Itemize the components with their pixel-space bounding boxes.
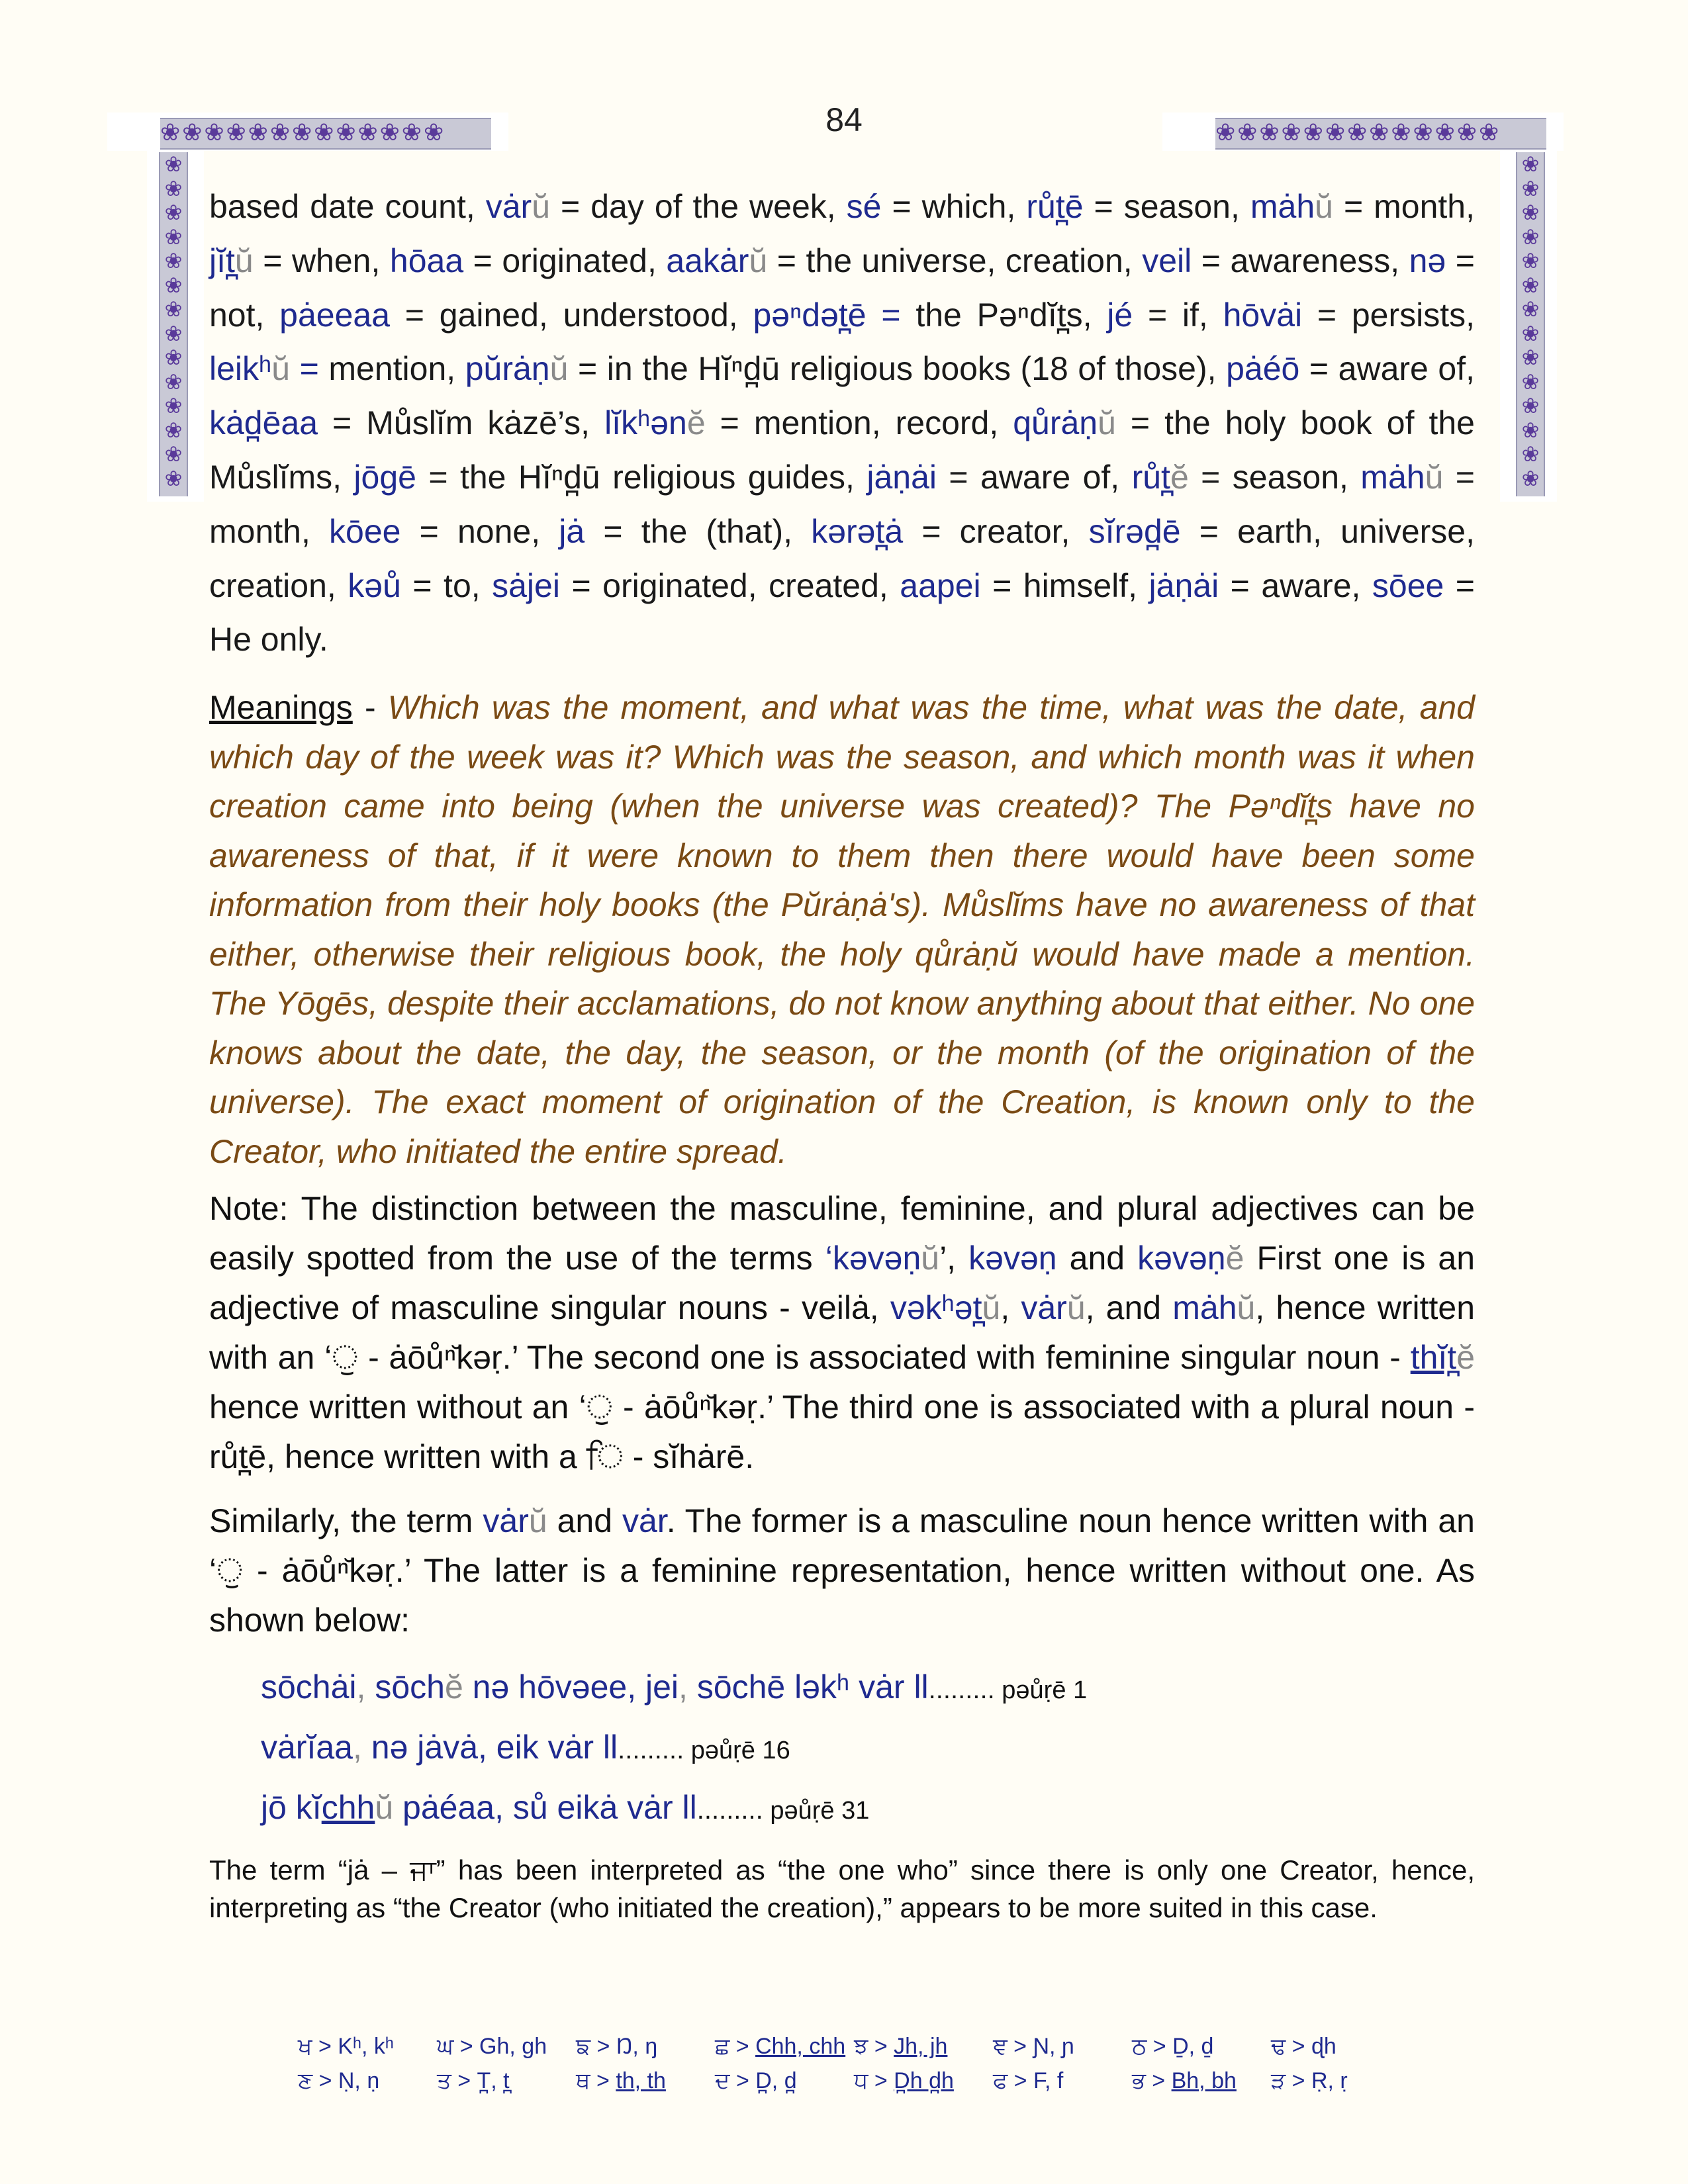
legend-translit: Chh, chh xyxy=(755,2034,846,2059)
legend-entry: ਣ > Ṇ, ṇ xyxy=(298,2068,380,2093)
gurmukhi-term: leikʰ xyxy=(209,350,272,388)
verse-reference: pəůṛē 31 xyxy=(763,1797,870,1825)
gurmukhi-term: pȧeeaa xyxy=(279,296,391,334)
legend-entry: ਙ > Ŋ, ŋ xyxy=(576,2034,658,2059)
text-run: = the holy book of the Můslĭms, xyxy=(209,404,1475,496)
gurmukhi-term: nə jȧvȧ, eik vȧr ll xyxy=(371,1729,618,1766)
text-run: and xyxy=(1056,1240,1138,1277)
legend-entry: ਢ > ɖh xyxy=(1271,2034,1336,2059)
text-run: = Můslĭm kȧzē’s, xyxy=(318,404,605,442)
ornament-flower-icon: ❀ xyxy=(164,465,183,491)
gurmukhi-term: jé xyxy=(1107,296,1133,334)
legend-entry: ਠ > Ḏ, ḏ xyxy=(1132,2034,1214,2059)
text-run: = not, xyxy=(209,242,1476,334)
ornament-flower-icon: ❀ xyxy=(1521,345,1540,370)
gurmukhi-term: jȧ xyxy=(559,512,585,550)
short-vowel-mark: , xyxy=(352,1729,371,1766)
short-vowel-mark: ŭ xyxy=(1315,188,1333,225)
page-number: 84 xyxy=(825,101,863,138)
text-run: = originated, created, xyxy=(559,567,900,604)
short-vowel-mark: ŭ xyxy=(528,1502,547,1540)
short-vowel-mark: ĕ xyxy=(1225,1240,1244,1277)
ornament-flower-icon: ❀ xyxy=(1521,175,1540,201)
gurmukhi-term: sōch xyxy=(375,1668,445,1706)
text-run: = if, xyxy=(1133,296,1223,334)
ornament-border-left xyxy=(159,152,188,496)
legend-row xyxy=(298,2029,1423,2064)
gurmukhi-term: aakȧr xyxy=(666,242,749,279)
ornament-flower-icon: ❀ xyxy=(164,175,183,201)
gurmukhi-term: jō kĭ xyxy=(261,1789,322,1827)
term-note-paragraph: The term “jȧ – ਜਾ” has been interpreted as “the one who” since there is only one Creator, hence, interpreting as “the Creator (who initiated the creation),” appears to be more suited in this case. xyxy=(209,1854,1475,1924)
short-vowel-mark: ŭ xyxy=(921,1240,940,1277)
ornament-flower-icon: ❀ xyxy=(1521,152,1540,177)
meanings-separator: - xyxy=(352,689,388,727)
gurmukhi-term: hōvȧi xyxy=(1223,296,1303,334)
gurmukhi-term: rů xyxy=(1026,188,1056,225)
short-vowel-mark: ŭ xyxy=(234,242,254,279)
gurmukhi-term: t̪ xyxy=(1055,188,1065,225)
text-run: = originated, xyxy=(463,242,667,279)
gurmukhi-term: pȧéaa, sů eikȧ vȧr ll xyxy=(393,1789,697,1827)
text-run: = which, xyxy=(881,188,1027,225)
ornament-flower-icon: ❀ xyxy=(164,345,183,370)
ornament-flower-icon: ❀ xyxy=(1521,200,1540,225)
ornament-flower-icon: ❀ xyxy=(1521,296,1540,322)
verse-dots: ......... xyxy=(618,1735,684,1765)
ornament-flower-icon: ❀ xyxy=(164,393,183,418)
short-vowel-mark: ŭ xyxy=(749,242,768,279)
page-content xyxy=(209,180,1475,1927)
ornament-border-right xyxy=(1516,152,1545,496)
ornament-flower-icon: ❀ xyxy=(164,417,183,443)
verse-line xyxy=(261,1719,1475,1779)
short-vowel-mark: ĕ xyxy=(1170,458,1189,496)
short-vowel-mark: , xyxy=(356,1668,375,1706)
gurmukhi-term: vȧrĭaa xyxy=(261,1729,353,1766)
ornament-flower-icon: ❀ xyxy=(1521,369,1540,394)
text-run: = the (that), xyxy=(585,512,812,550)
gurmukhi-term: nə xyxy=(1409,242,1446,279)
legend-entry xyxy=(715,2029,854,2064)
text-run: , and xyxy=(1085,1289,1173,1327)
legend-entry: ਦ > D̪, d̪ xyxy=(715,2068,797,2093)
gurmukhi-term: vȧr xyxy=(483,1502,529,1540)
legend-letter: ਛ > xyxy=(715,2034,756,2059)
text-run: = aware of, xyxy=(937,458,1132,496)
gurmukhi-term: kərət̪ȧ xyxy=(811,512,904,550)
gurmukhi-term: sōchē ləkʰ vȧr ll xyxy=(687,1668,929,1706)
text-run: = to, xyxy=(400,567,492,604)
short-vowel-mark: , xyxy=(679,1668,688,1706)
text-run: mention, xyxy=(318,350,465,388)
gurmukhi-term: sé xyxy=(846,188,882,225)
gurmukhi-term: jȧṇȧi xyxy=(1149,567,1219,604)
ornament-flower-icon: ❀ xyxy=(164,320,183,346)
short-vowel-mark: ŭ xyxy=(1066,1289,1086,1327)
text-run: = He only. xyxy=(209,567,1476,659)
short-vowel-mark: ŭ xyxy=(1425,458,1444,496)
text-run: based date count, xyxy=(209,188,486,225)
text-run: ’, xyxy=(939,1240,969,1277)
gurmukhi-term: sȧjei xyxy=(492,567,560,604)
legend-entry: ੜ > Ṛ, ṛ xyxy=(1271,2068,1348,2093)
legend-row xyxy=(298,2064,1423,2098)
text-run: = in the Hĭⁿd̪ū religious books (18 of those), xyxy=(568,350,1227,388)
text-run: = awareness, xyxy=(1192,242,1409,279)
text-run: = none, xyxy=(400,512,559,550)
gurmukhi-term: jōgē xyxy=(353,458,416,496)
text-run: the Pəⁿdĭt̪s, xyxy=(900,296,1107,334)
text-run: and xyxy=(547,1502,622,1540)
ornament-flower-icon: ❀ xyxy=(164,248,183,273)
gurmukhi-term: vəkʰət̪ xyxy=(890,1289,982,1327)
gurmukhi-term: pȧéō xyxy=(1226,350,1300,388)
ornament-flower-icon: ❀ xyxy=(164,296,183,322)
meanings-text-end: would have made a mention. The Yōgēs, despite their acclamations, do not know anything about that either. No one knows about the date, the day, the season, or the month (of the origination of the universe). The exact moment of origination of the Creation, is known only to the Creator, who initiated the entire spread. xyxy=(209,935,1475,1170)
text-run: = season, xyxy=(1188,458,1361,496)
gurmukhi-term: sōchȧi xyxy=(261,1668,357,1706)
gurmukhi-term: aapei xyxy=(900,567,981,604)
gurmukhi-term: kəvəṇ xyxy=(968,1240,1057,1277)
text-run: hence written without an ‘ੁ - ȧōůⁿ̆kəṛ.’ The third one is associated with a plural noun - růt̪ē, hence written with a ਿ - sĭhȧrē. xyxy=(209,1388,1475,1476)
legend-letter: ਧ > xyxy=(854,2068,894,2093)
text-run: = himself, xyxy=(980,567,1149,604)
meanings-text: Which was the moment, and what was the time, what was the date, and which day of the week was it? Which was the season, and which month was it when creation came into being (when the universe was created)? The Pəⁿdĭt̪s have no awareness of that, if it were known to them then there would have been some information from their holy books (the Pŭrȧṇȧ's). Můslĭms have no awareness of that either, otherwise their religious book, the holy qůrȧṇ xyxy=(209,689,1475,973)
short-vowel-mark: ŭ xyxy=(375,1789,394,1827)
text-run: . The former is a masculine noun hence written with an ‘ੁ - ȧōůⁿ̆kəṛ.’ The latter is a feminine representation, hence written without one. As shown below: xyxy=(209,1502,1475,1639)
gurmukhi-term: nə hōvəee, jei xyxy=(463,1668,679,1706)
verse-line xyxy=(261,1779,1475,1839)
text-run: Note: The distinction between the masculine, feminine, and plural adjectives can be easily spotted from the use of the terms xyxy=(209,1190,1475,1277)
ornament-flower-icon: ❀ xyxy=(1521,248,1540,273)
gurmukhi-term: lĭkʰən xyxy=(604,404,687,442)
legend-entry xyxy=(854,2029,993,2064)
meanings-text-gray: ŭ xyxy=(1000,935,1018,973)
legend-entry: ਖ > Kʰ, kʰ xyxy=(298,2034,394,2059)
text-run: = season, xyxy=(1083,188,1250,225)
ornament-border-top-left: ❀❀❀❀❀❀❀❀❀❀❀❀❀ xyxy=(160,118,491,150)
short-vowel-mark: ŭ xyxy=(532,188,551,225)
gurmukhi-term: qůrȧṇ xyxy=(1013,404,1098,442)
legend-entry: ਘ > Gh, gh xyxy=(437,2034,547,2059)
gurmukhi-term: = xyxy=(290,350,319,388)
text-run: = month, xyxy=(1333,188,1475,225)
meanings-label: Meanings xyxy=(209,689,353,727)
text-run: = day of the week, xyxy=(550,188,847,225)
gurmukhi-term: kəů xyxy=(348,567,401,604)
legend-entry: ਤ > T̪, t̪ xyxy=(437,2068,510,2093)
text-run: = mention, record, xyxy=(705,404,1013,442)
text-run: = when, xyxy=(253,242,390,279)
ornament-flower-icon: ❀ xyxy=(164,272,183,298)
text-run: = aware of, xyxy=(1299,350,1476,388)
verse-line xyxy=(261,1659,1475,1719)
legend-entry xyxy=(576,2064,715,2098)
text-run: = the Hĭⁿd̪ū religious guides, xyxy=(416,458,867,496)
gurmukhi-term: pŭrȧṇ xyxy=(465,350,550,388)
short-vowel-mark: ĕ xyxy=(686,404,706,442)
transliteration-legend xyxy=(298,2029,1423,2098)
text-run: = aware, xyxy=(1219,567,1372,604)
gurmukhi-term: mȧh xyxy=(1360,458,1425,496)
ornament-flower-icon: ❀ xyxy=(1521,272,1540,298)
ornament-flower-icon: ❀ xyxy=(1521,465,1540,491)
gurmukhi-term: mȧh xyxy=(1250,188,1315,225)
text-run: = gained, understood, xyxy=(390,296,753,334)
meanings-paragraph xyxy=(209,683,1475,1176)
ornament-flower-icon: ❀ xyxy=(1521,224,1540,250)
gurmukhi-term: vȧr xyxy=(1021,1289,1067,1327)
legend-translit: D̪h d̪h xyxy=(894,2068,954,2093)
text-run: = persists, xyxy=(1302,296,1476,334)
ornament-flower-icon: ❀ xyxy=(164,369,183,394)
verse-dots: ......... xyxy=(928,1675,995,1705)
short-vowel-mark: ŭ xyxy=(982,1289,1001,1327)
gurmukhi-term: ‘kəvəṇ xyxy=(825,1240,921,1277)
short-vowel-mark: ĕ xyxy=(444,1668,463,1706)
short-vowel-mark: ŭ xyxy=(271,350,291,388)
gurmukhi-term-underlined: chh xyxy=(321,1789,375,1827)
text-run: = earth, universe, creation, xyxy=(209,512,1476,604)
legend-translit: Jh, jh xyxy=(894,2034,948,2059)
gurmukhi-term: jȧṇȧi xyxy=(867,458,937,496)
gurmukhi-term: pəⁿdət̪ē = xyxy=(753,296,901,334)
text-run: , xyxy=(1000,1289,1021,1327)
glossary-paragraph xyxy=(209,180,1475,667)
short-vowel-mark: ŭ xyxy=(549,350,569,388)
text-run: = creator, xyxy=(903,512,1089,550)
similarly-paragraph xyxy=(209,1496,1475,1645)
text-run: , hence written with an ‘ੁ - ȧōůⁿ̆kəṛ.’ The second one is associated with feminine singular noun - xyxy=(209,1289,1475,1377)
legend-entry: ਞ > Ɲ, ɲ xyxy=(993,2034,1074,2059)
short-vowel-mark: ŭ xyxy=(1237,1289,1256,1327)
ornament-flower-icon: ❀ xyxy=(1521,393,1540,418)
verse-dots: ......... xyxy=(696,1796,763,1825)
gurmukhi-term: kȧd̪ēaa xyxy=(209,404,318,442)
note-paragraph xyxy=(209,1184,1475,1482)
gurmukhi-term: mȧh xyxy=(1172,1289,1237,1327)
legend-entry xyxy=(854,2064,993,2098)
ornament-flower-icon: ❀ xyxy=(164,441,183,467)
ornament-flower-icon: ❀ xyxy=(1521,441,1540,467)
gurmukhi-term: sōee xyxy=(1372,567,1444,604)
gurmukhi-term: ē xyxy=(1064,188,1084,225)
short-vowel-mark: ŭ xyxy=(1098,404,1116,442)
gurmukhi-term: vȧr xyxy=(622,1502,667,1540)
text-run: First one is an adjective of masculine singular nouns - veilȧ, xyxy=(209,1240,1475,1327)
text-run: Similarly, the term xyxy=(209,1502,483,1540)
legend-translit: Bh, bh xyxy=(1171,2068,1237,2093)
short-vowel-mark: ĕ xyxy=(1456,1339,1475,1377)
legend-letter: ਭ > xyxy=(1132,2068,1172,2093)
text-run: = the universe, creation, xyxy=(767,242,1143,279)
text-run: = month, xyxy=(209,458,1475,550)
verse-reference: pəůṛē 16 xyxy=(684,1737,790,1765)
gurmukhi-term: hōaa xyxy=(389,242,464,279)
legend-translit: th, th xyxy=(616,2068,666,2093)
ornament-flower-icon: ❀ xyxy=(164,152,183,177)
ornament-flower-icon: ❀ xyxy=(1521,417,1540,443)
legend-entry xyxy=(1132,2064,1271,2098)
gurmukhi-term: jĭt̪ xyxy=(209,242,235,279)
gurmukhi-term: růt̪ xyxy=(1131,458,1170,496)
gurmukhi-term: kōee xyxy=(329,512,401,550)
gurmukhi-term: sĭrəd̪ē xyxy=(1088,512,1181,550)
legend-letter: ਥ > xyxy=(576,2068,616,2093)
ornament-border-top-right: ❀❀❀❀❀❀❀❀❀❀❀❀❀ xyxy=(1215,118,1546,150)
legend-letter: ਝ > xyxy=(854,2034,894,2059)
gurmukhi-term: veil xyxy=(1142,242,1192,279)
legend-entry: ਫ > F, f xyxy=(993,2068,1064,2093)
ornament-flower-icon: ❀ xyxy=(164,200,183,225)
gurmukhi-term: vȧr xyxy=(485,188,532,225)
ornament-flower-icon: ❀ xyxy=(164,224,183,250)
gurmukhi-term-underlined: thĭt̪ xyxy=(1410,1339,1457,1377)
ornament-flower-icon: ❀ xyxy=(1521,320,1540,346)
verse-reference: pəůṛē 1 xyxy=(994,1676,1088,1705)
verse-list xyxy=(209,1659,1475,1839)
gurmukhi-term: kəvəṇ xyxy=(1137,1240,1226,1277)
